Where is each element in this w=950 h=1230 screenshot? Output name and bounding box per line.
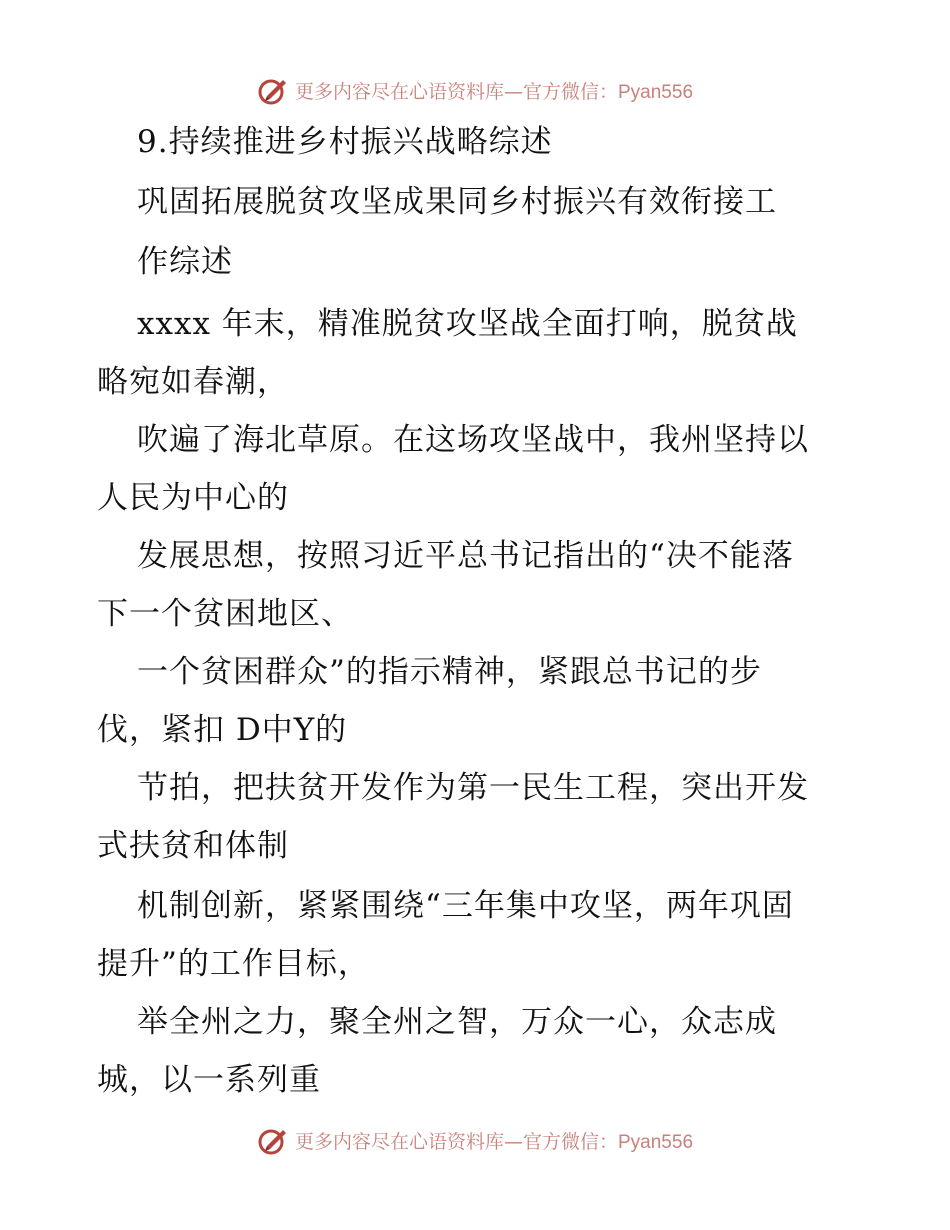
doc-line: 发展思想，按照习近平总书记指出的“决不能落: [137, 538, 794, 574]
footer-watermark: [0, 1120, 950, 1160]
doc-line: 节拍，把扶贫开发作为第一民生工程，突出开发: [137, 770, 809, 806]
doc-title: 9.持续推进乡村振兴战略综述: [137, 124, 553, 160]
doc-line: 机制创新，紧紧围绕“三年集中攻坚，两年巩固: [137, 888, 794, 924]
pen-logo-icon: [257, 1124, 289, 1156]
watermark-text: 更多内容尽在心语资料库—官方微信：Pyan556: [294, 80, 694, 103]
doc-line: 下一个贫困地区、: [97, 596, 353, 632]
doc-line: 提升”的工作目标，: [97, 946, 370, 982]
doc-line: 伐，紧扣 D中Y的: [97, 712, 348, 748]
doc-line: 人民为中心的: [97, 480, 289, 516]
header-watermark: [0, 70, 950, 110]
doc-line: 城，以一系列重: [97, 1062, 321, 1098]
doc-line: 作综述: [137, 244, 233, 280]
pen-logo-icon: [257, 74, 289, 106]
doc-line: 巩固拓展脱贫攻坚成果同乡村振兴有效衔接工: [137, 184, 777, 220]
doc-line: 吹遍了海北草原。在这场攻坚战中，我州坚持以: [137, 422, 809, 458]
watermark-text: 更多内容尽在心语资料库—官方微信：Pyan556: [294, 1130, 694, 1153]
doc-line: 举全州之力，聚全州之智，万众一心，众志成: [137, 1004, 777, 1040]
doc-line: 式扶贫和体制: [97, 828, 289, 864]
doc-line: 一个贫困群众”的指示精神，紧跟总书记的步: [137, 654, 762, 690]
doc-line: xxxx 年末，精准脱贫攻坚战全面打响，脱贫战: [137, 306, 798, 342]
doc-line: 略宛如春潮，: [97, 364, 289, 400]
